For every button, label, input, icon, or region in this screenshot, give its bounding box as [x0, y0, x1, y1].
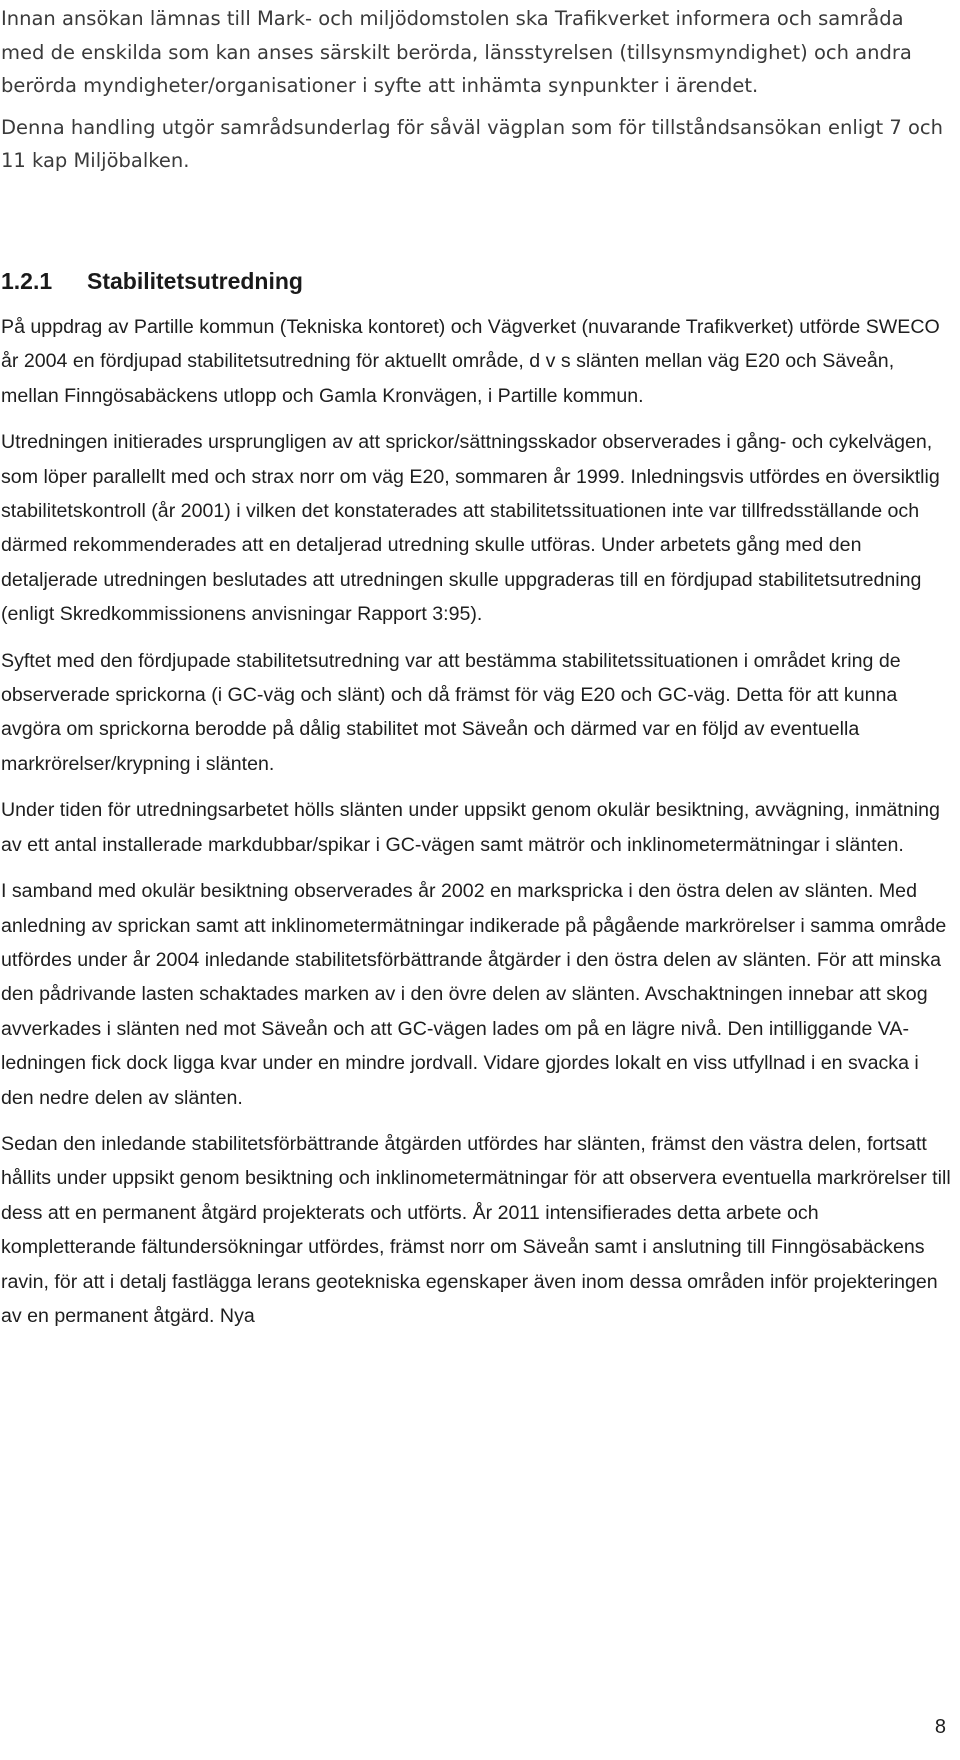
page-number: 8: [934, 1716, 946, 1738]
body-paragraph: På uppdrag av Partille kommun (Tekniska kontoret) och Vägverket (nuvarande Trafikverket) utförde SWECO år 2004 en fördjupad stabilitetsutredning för aktuellt område, d v s slänten mellan väg E20 och Säveån, mellan Finngösabäckens utlopp och Gamla Kronvägen, i Partille kommun.: [1, 316, 940, 407]
intro-text: [1, 2, 949, 186]
intro-paragraph: Innan ansökan lämnas till Mark- och miljödomstolen ska Trafikverket informera och samråda med de enskilda som kan anses särskilt berörda, länsstyrelsen (tillsynsmyndighet) och andra berörda myndigheter/organisationer i syfte att inhämta synpunkter i ärendet.: [1, 7, 912, 97]
intro-paragraph: Denna handling utgör samrådsunderlag för såväl vägplan som för tillståndsansökan enligt 7 och 11 kap Miljöbalken.: [1, 115, 944, 172]
section-heading: [1, 268, 303, 295]
section-body: [1, 310, 951, 1345]
section-number: 1.2.1: [1, 268, 53, 294]
body-paragraph: Syftet med den fördjupade stabilitetsutredning var att bestämma stabilitetssituationen i området kring de observerade sprickorna (i GC-väg och slänt) och då främst för väg E20 och GC-väg. Detta för att kunna avgöra om sprickorna berodde på dålig stabilitet mot Säveån och därmed var en följd av eventuella markrörelser/krypning i slänten.: [1, 649, 901, 775]
body-paragraph: Sedan den inledande stabilitetsförbättrande åtgärden utfördes har slänten, främst den västra delen, fortsatt hållits under uppsikt genom besiktning och inklinometermätningar för att observera eventuella markrörelser till dess att en permanent åtgärd projekterats och utförts. År 2011 intensifierades detta arbete och kompletterande fältundersökningar utfördes, främst norr om Säveån samt i anslutning till Finngösabäckens ravin, för att i detalj fastlägga lerans geotekniska egenskaper även inom dessa områden inför projekteringen av en permanent åtgärd. Nya: [1, 1132, 951, 1327]
section-title: Stabilitetsutredning: [87, 268, 303, 294]
body-paragraph: Utredningen initierades ursprungligen av att sprickor/sättningsskador observerades i gång- och cykelvägen, som löper parallellt med och strax norr om väg E20, sommaren år 1999. Inledningsvis utfördes en översiktlig stabilitetskontroll (år 2001) i vilken det konstaterades att stabilitetssituationen inte var tillfredsställande och därmed rekommenderades att en detaljerad utredning skulle utföras. Under arbetets gång med den detaljerade utredningen beslutades att utredningen skulle uppgraderas till en fördjupad stabilitetsutredning (enligt Skredkommissionens anvisningar Rapport 3:95).: [1, 431, 940, 626]
body-paragraph: Under tiden för utredningsarbetet hölls slänten under uppsikt genom okulär besiktning, avvägning, inmätning av ett antal installerade markdubbar/spikar i GC-vägen samt mätrör och inklinometermätningar i slänten.: [1, 799, 940, 856]
body-paragraph: I samband med okulär besiktning observerades år 2002 en markspricka i den östra delen av slänten. Med anledning av sprickan samt att inklinometermätningar indikerade på pågående markrörelser i samma område utfördes under år 2004 inledande stabilitetsförbättrande åtgärder i den östra delen av slänten. För att minska den pådrivande lasten schaktades marken av i den övre delen av slänten. Avschaktningen innebar att skog avverkades i slänten ned mot Säveån och att GC-vägen lades om på en lägre nivå. Den intilliggande VA-ledningen fick dock ligga kvar under en mindre jordvall. Vidare gjordes lokalt en viss utfyllnad i en svacka i den nedre delen av slänten.: [1, 880, 947, 1109]
